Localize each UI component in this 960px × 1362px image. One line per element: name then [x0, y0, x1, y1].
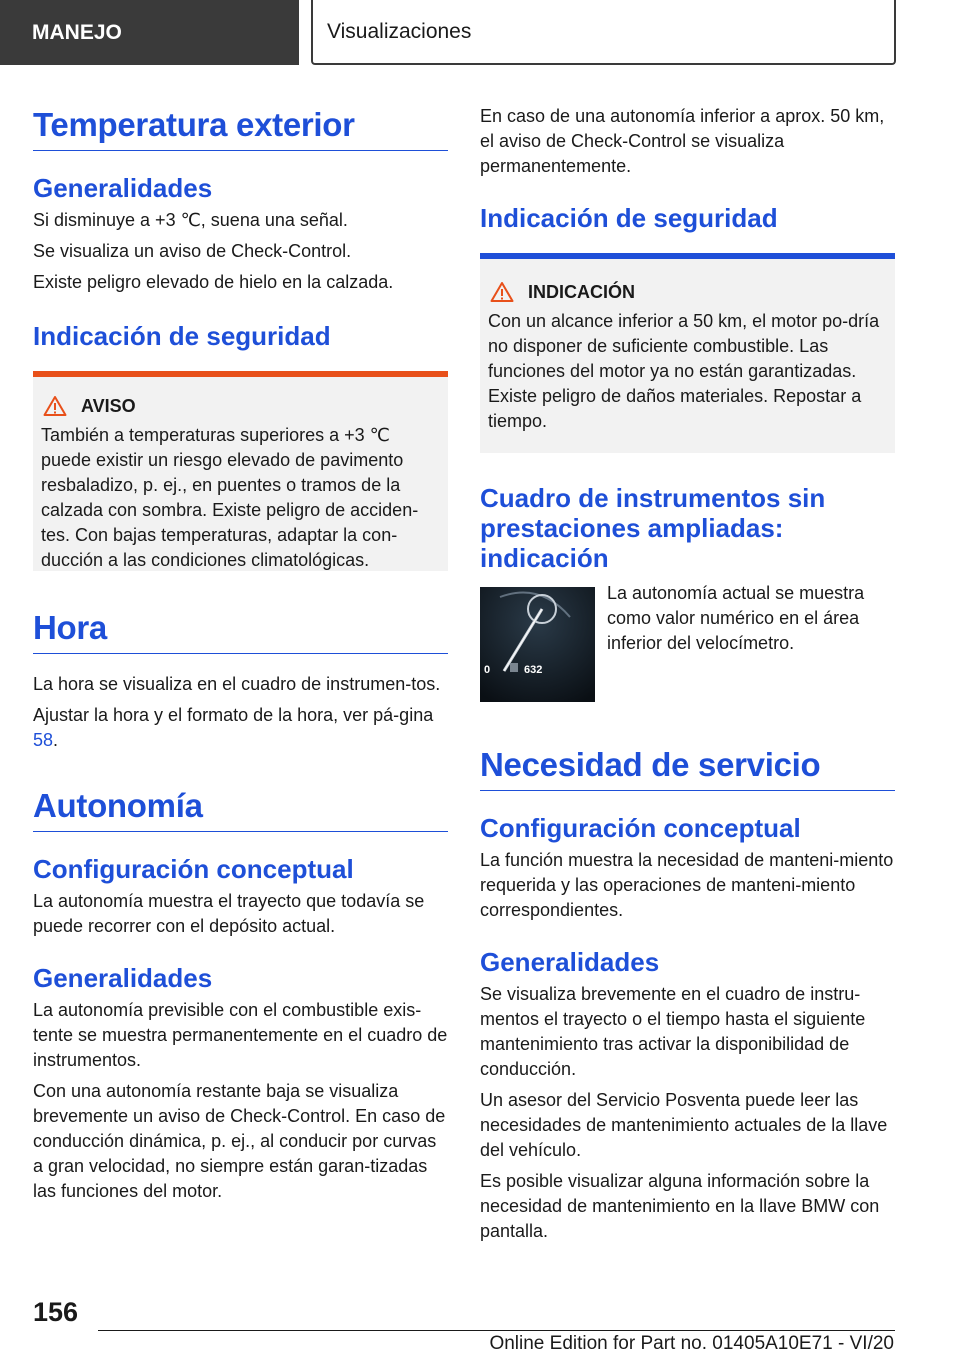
paragraph: La autonomía previsible con el combustible exis-tente se muestra permanentemente en el cuadro de instrumentos. [33, 1000, 448, 1070]
paragraph: La hora se visualiza en el cuadro de instrumen-tos. [33, 674, 441, 694]
info-label: INDICACIÓN [528, 281, 635, 302]
cluster-range-readout: 632 [524, 664, 543, 676]
text: Ajustar la hora y el formato de la hora, ver pá-gina [33, 705, 434, 725]
info-text: Con un alcance inferior a 50 km, el motor po-dría no disponer de suficiente combustible. Las funciones del motor ya no están garantizadas. Existe peligro de daños materiales. Repostar a tiempo. [488, 311, 880, 431]
page-number: 156 [33, 1297, 79, 1327]
cluster-caption: La autonomía actual se muestra como valor numérico en el área inferior del velocímetro. [607, 583, 865, 653]
footer-divider [98, 1330, 895, 1331]
paragraph [33, 703, 448, 753]
warning-title [41, 395, 440, 417]
section-label: MANEJO [32, 20, 122, 44]
paragraph: Con una autonomía restante baja se visualiza brevemente un aviso de Check-Control. En caso de conducción dinámica, p. ej., al conducir por curvas a gran velocidad, no siempre están garan-tizadas las funciones del motor. [33, 1081, 446, 1201]
warning-text: También a temperaturas superiores a +3 ℃ puede existir un riesgo elevado de pavimento resbaladizo, p. ej., en puentes o tramos de la calzada con sombra. Existe peligro de acciden-tes. Con bajas temperaturas, adaptar la con-ducción a las condiciones climatológicas. [41, 425, 419, 570]
left-column [33, 98, 448, 1204]
warning-triangle-icon [490, 281, 514, 303]
speedometer-illustration [480, 587, 595, 702]
warning-label: AVISO [81, 395, 136, 416]
subheading-generalidades: Generalidades [480, 947, 660, 977]
text: . [53, 730, 59, 750]
subheading-concept: Configuración conceptual [480, 813, 801, 843]
chapter-label: Visualizaciones [327, 19, 472, 43]
cluster-zero-label: 0 [484, 664, 491, 676]
subheading-generalidades: Generalidades [33, 173, 213, 203]
subheading-safety: Indicación de seguridad [480, 203, 778, 233]
subheading-concept: Configuración conceptual [33, 854, 354, 884]
subheading-generalidades: Generalidades [33, 963, 213, 993]
heading-service: Necesidad de servicio [480, 746, 895, 791]
paragraph: Si disminuye a +3 ℃, suena una señal. [33, 210, 348, 230]
paragraph: Se visualiza un aviso de Check-Control. [33, 241, 352, 261]
subheading-safety: Indicación de seguridad [33, 321, 331, 351]
paragraph: Existe peligro elevado de hielo en la calzada. [33, 272, 394, 292]
heading-autonomia: Autonomía [33, 787, 448, 832]
subheading-cluster: Cuadro de instrumentos sin prestaciones ampliadas: indicación [480, 483, 826, 573]
info-box [480, 253, 895, 453]
warning-triangle-icon [43, 395, 67, 417]
paragraph: Un asesor del Servicio Posventa puede leer las necesidades de mantenimiento actuales de la llave del vehículo. [480, 1090, 888, 1160]
footer-edition: Online Edition for Part no. 01405A10E71 - VI/20 [489, 1333, 894, 1354]
chapter-tab [311, 0, 896, 65]
paragraph: Se visualiza brevemente en el cuadro de instru-mentos el trayecto o el tiempo hasta el siguiente mantenimiento tras activar la disponibilidad de conducción. [480, 984, 866, 1079]
page-link[interactable]: 58 [33, 730, 54, 750]
heading-hora: Hora [33, 609, 448, 654]
section-tab [0, 0, 299, 65]
cluster-image [480, 587, 595, 702]
paragraph: La función muestra la necesidad de manteni-miento requerida y las operaciones de manteni-miento correspondientes. [480, 850, 894, 920]
paragraph: En caso de una autonomía inferior a aprox. 50 km, el aviso de Check-Control se visualiza permanentemente. [480, 106, 885, 176]
warning-box [33, 371, 448, 571]
right-column [480, 104, 895, 1244]
cluster-figure-row [480, 583, 895, 702]
heading-temperatura: Temperatura exterior [33, 106, 448, 151]
paragraph: Es posible visualizar alguna información sobre la necesidad de mantenimiento en la llave BMW con pantalla. [480, 1171, 880, 1241]
paragraph: La autonomía muestra el trayecto que todavía se puede recorrer con el depósito actual. [33, 891, 425, 936]
info-title [488, 281, 887, 303]
